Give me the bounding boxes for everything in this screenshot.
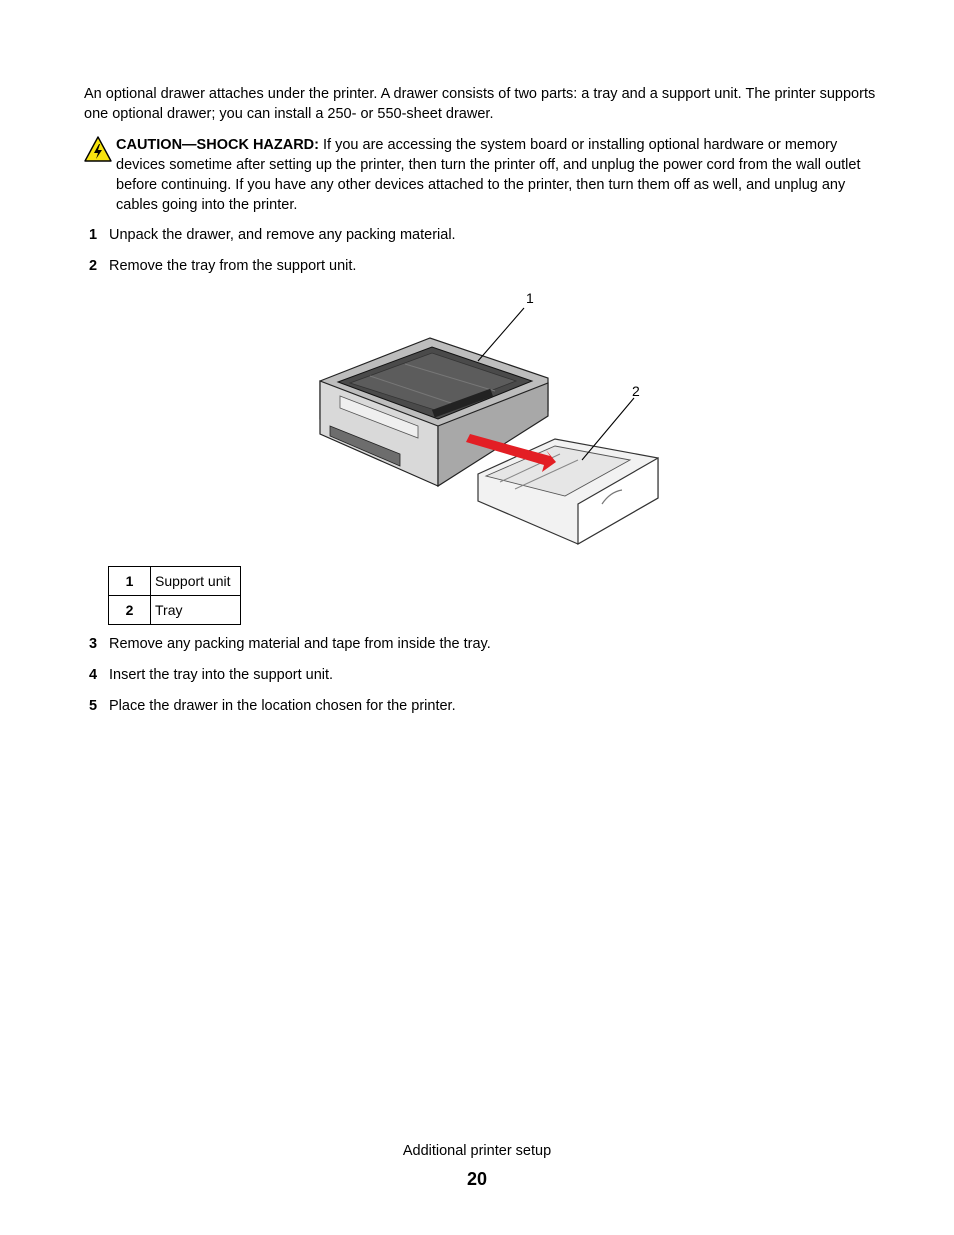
tray-drawing	[478, 439, 658, 544]
table-row	[109, 567, 241, 596]
step-text: Remove any packing material and tape from inside the tray.	[109, 636, 491, 652]
intro-paragraph: An optional drawer attaches under the printer. A drawer consists of two parts: a tray and a support unit. The printer supports one optional drawer; you can install a 250- or 550-sheet drawer.	[84, 86, 876, 122]
caution-notice	[84, 135, 884, 215]
caution-text: If you are accessing the system board or installing optional hardware or memory devices sometime after setting up the printer, then turn the printer off, and unplug the power cord from the wall outlet before continuing. If you have any other devices attached to the printer, then turn them off as well, and unplug any cables going into the printer.	[116, 137, 861, 213]
step-number: 3	[89, 636, 98, 652]
step-number: 1	[89, 227, 98, 243]
drawer-illustration	[310, 286, 670, 551]
step-number: 5	[89, 698, 98, 714]
step-text: Place the drawer in the location chosen for the printer.	[109, 698, 456, 714]
step-number: 4	[89, 667, 98, 683]
table-row	[109, 596, 241, 625]
caution-label: CAUTION—SHOCK HAZARD:	[116, 137, 319, 153]
shock-hazard-icon	[84, 136, 112, 162]
legend-key: 2	[109, 596, 151, 625]
legend-value: Support unit	[151, 567, 241, 596]
legend-value: Tray	[151, 596, 241, 625]
step-text: Remove the tray from the support unit.	[109, 258, 357, 274]
step-number: 2	[89, 258, 98, 274]
legend-key: 1	[109, 567, 151, 596]
callout-2: 2	[632, 383, 640, 399]
callout-1: 1	[526, 290, 534, 306]
drawer-tray-drawing	[310, 286, 670, 551]
step-text: Insert the tray into the support unit.	[109, 667, 334, 683]
footer-section-title: Additional printer setup	[402, 1143, 552, 1159]
page-number: 20	[466, 1169, 488, 1189]
step-text: Unpack the drawer, and remove any packing material.	[109, 227, 456, 243]
figure-legend-table	[108, 566, 241, 625]
